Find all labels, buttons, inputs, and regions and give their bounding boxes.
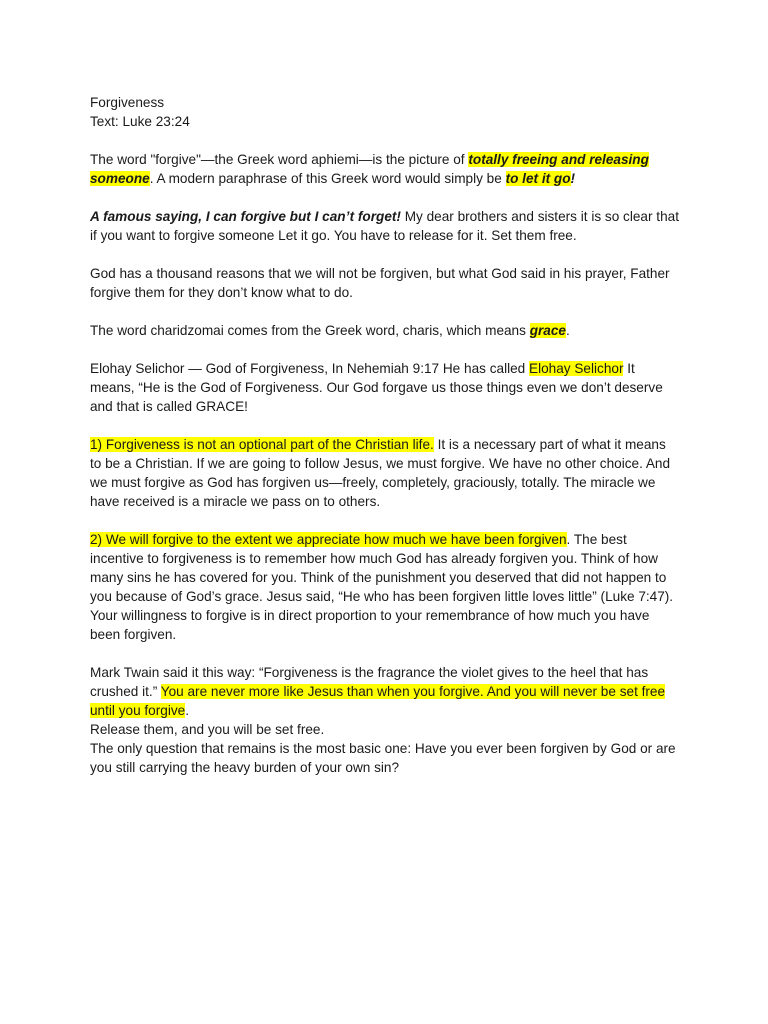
paragraph-greek-word	[90, 150, 680, 188]
emphasized-saying: A famous saying, I can forgive but I can’t forget!	[90, 209, 401, 224]
paragraph-text: . A modern paraphrase of this Greek word would simply be	[149, 171, 506, 186]
paragraph-text: Elohay Selichor — God of Forgiveness, In Nehemiah 9:17 He has called	[90, 361, 530, 376]
paragraph-release-them: Release them, and you will be set free.	[90, 722, 325, 737]
paragraph-famous-saying	[90, 207, 680, 245]
paragraph-text: My dear brothers and sisters it is so clear that if you want to forgive someone Let it go. You have to release for it. Set them free.	[90, 209, 679, 243]
paragraph-point-one	[90, 435, 680, 511]
paragraph-point-two	[90, 530, 680, 644]
paragraph-charidzomai	[90, 321, 680, 340]
highlighted-phrase: totally freeing and releasing someone	[90, 152, 649, 186]
paragraph-elohay-selichor	[90, 359, 680, 416]
highlighted-phrase: 2) We will forgive to the extent we appreciate how much we have been forgiven	[90, 532, 567, 547]
paragraph-mark-twain	[90, 663, 680, 720]
paragraph-text: It means, “He is the God of Forgiveness. Our God forgave us those things even we don’t deserve and that is called GRACE!	[90, 361, 663, 414]
paragraph-thousand-reasons: God has a thousand reasons that we will not be forgiven, but what God said in his prayer, Father forgive them for they don’t know what to do.	[90, 266, 670, 300]
document-title: Forgiveness	[90, 95, 165, 110]
paragraph-text: Mark Twain said it this way: “Forgiveness is the fragrance the violet gives to the heel that has crushed it.”	[90, 665, 649, 699]
paragraph-text: .	[565, 323, 570, 338]
paragraph-text: The word "forgive"—the Greek word aphiemi—is the picture of	[90, 152, 469, 167]
highlighted-phrase: 1) Forgiveness is not an optional part of the Christian life.	[90, 437, 434, 452]
document-body	[90, 93, 680, 777]
paragraph-text: . The best incentive to forgiveness is to remember how much God has already forgiven you. Think of how many sins he has covered for you. Think of the punishment you deserved that did not happen to you because of God’s grace. Jesus said, “He who has been forgiven little loves little” (Luke 7:47). Your willingness to forgive is in direct proportion to your remembrance of how much you have been forgiven.	[90, 532, 674, 642]
paragraph-text: It is a necessary part of what it means to be a Christian. If we are going to follow Jesus, we must forgive. We have no other choice. And we must forgive as God has forgiven us—freely, completely, graciously, totally. The miracle we have received is a miracle we pass on to others.	[90, 437, 671, 509]
paragraph-closing-question: The only question that remains is the most basic one: Have you ever been forgiven by God or are you still carrying the heavy burden of your own sin?	[90, 741, 676, 775]
highlighted-phrase: You are never more like Jesus than when you forgive. And you will never be set free until you forgive	[90, 684, 666, 718]
highlighted-phrase: grace	[529, 323, 566, 338]
highlighted-phrase: Elohay Selichor	[529, 361, 624, 376]
highlighted-phrase: to let it go	[505, 171, 571, 186]
scripture-reference: Text: Luke 23:24	[90, 114, 190, 129]
paragraph-text: The word charidzomai comes from the Greek word, charis, which means	[90, 323, 530, 338]
paragraph-text: .	[185, 703, 189, 718]
paragraph-text: !	[570, 171, 576, 186]
